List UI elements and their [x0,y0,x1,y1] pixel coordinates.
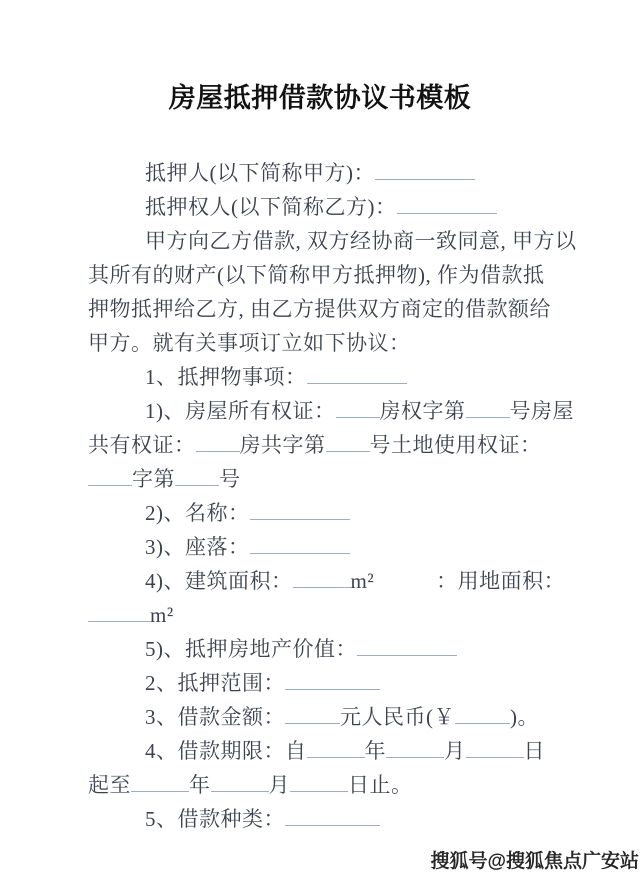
document-line [88,462,560,496]
document-line [88,598,560,632]
document-body [88,156,577,836]
document-line [88,530,560,564]
blank-field [175,470,219,486]
blank-field [285,674,380,690]
text-segment: 2)、名称： [145,501,250,525]
text-segment: ：用地面积： [436,569,566,593]
text-segment: 年 [364,739,386,763]
text-segment: )。 [510,705,539,729]
blank-field [307,368,407,384]
text-segment: 3、借款金额： [145,705,285,729]
document-line [88,666,560,700]
text-segment: 号房屋 [509,399,574,423]
blank-field [88,606,150,622]
document-line [88,394,574,428]
text-segment: m² [350,569,375,593]
text-segment: 年 [189,773,211,797]
document-line [88,496,560,530]
document-line [88,292,560,326]
document-line [88,224,577,258]
text-segment: 押物抵押给乙方, 由乙方提供双方商定的借款额给 [88,297,551,321]
blank-field [285,810,380,826]
text-segment: 抵押权人(以下简称乙方)： [145,195,397,219]
text-segment: 元人民币(￥ [340,705,455,729]
blank-field [397,198,497,214]
text-segment: 抵押人(以下简称甲方)： [145,161,375,185]
blank-field [250,504,350,520]
document-line [88,360,560,394]
document-line [88,326,560,360]
blank-field [386,742,444,758]
text-segment: 4)、建筑面积： [145,569,293,593]
text-segment: 号土地使用权证： [369,433,542,457]
document-line [88,700,560,734]
text-segment: 房权字第 [379,399,466,423]
blank-field [466,402,510,418]
text-segment: 2、抵押范围： [145,671,285,695]
text-segment: 3)、座落： [145,535,250,559]
text-segment: 甲方向乙方借款, 双方经协商一致同意, 甲方以 [145,229,577,253]
blank-field [293,572,351,588]
document-line [88,632,560,666]
blank-field [290,776,348,792]
blank-field [466,742,524,758]
blank-field [307,742,365,758]
text-segment: 1、抵押物事项： [145,365,307,389]
text-segment: 月 [268,773,290,797]
blank-field [211,776,269,792]
text-segment: 起至 [88,773,131,797]
document-line [88,734,560,768]
document-line [88,428,560,462]
blank-field [375,164,475,180]
text-segment: 房共字第 [239,433,326,457]
blank-field [455,708,510,724]
text-segment: m² [150,603,174,627]
text-segment: 日止。 [348,773,413,797]
text-segment: 4、借款期限：自 [145,739,307,763]
text-segment: 号 [219,467,241,491]
blank-field [357,640,457,656]
document-line [88,258,560,292]
text-segment: 字第 [132,467,175,491]
blank-field [326,436,370,452]
blank-field [250,538,350,554]
text-segment: 5、借款种类： [145,807,285,831]
text-segment: 共有权证： [88,433,196,457]
text-segment: 日 [523,739,545,763]
document-line [88,768,560,802]
document-line [88,802,560,836]
watermark-label: 搜狐号@搜狐焦点广安站 [430,851,639,872]
document-line [88,190,560,224]
spacer [374,587,436,588]
blank-field [88,470,132,486]
blank-field [131,776,189,792]
blank-field [285,708,340,724]
blank-field [196,436,240,452]
text-segment: 其所有的财产(以下简称甲方抵押物), 作为借款抵 [88,263,545,287]
text-segment: 甲方。就有关事项订立如下协议： [88,331,411,355]
document-line [88,564,566,598]
blank-field [336,402,380,418]
text-segment: 5)、抵押房地产价值： [145,637,357,661]
document-title: 房屋抵押借款协议书模板 [168,83,472,113]
text-segment: 月 [444,739,466,763]
text-segment: 1)、房屋所有权证： [145,399,336,423]
document-line [88,156,560,190]
